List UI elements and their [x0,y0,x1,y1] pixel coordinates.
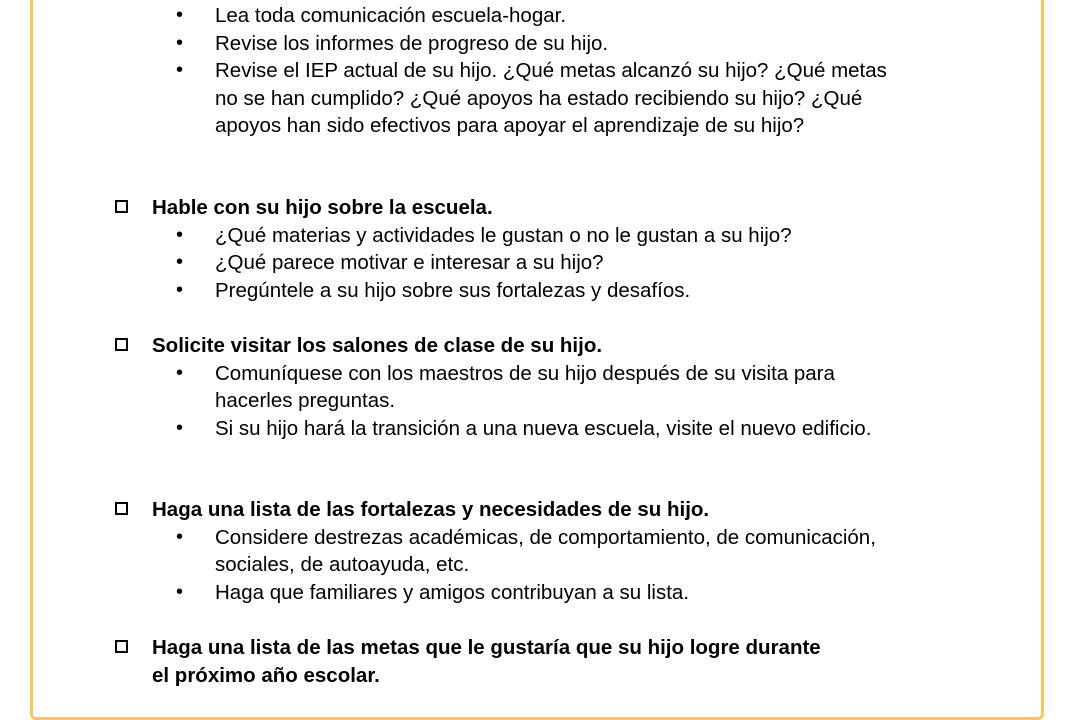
bullet-text: ¿Qué parece motivar e interesar a su hijo? [215,251,604,274]
list-item [0,277,915,305]
checkbox-icon[interactable] [115,338,128,351]
section-heading-text: Solicite visitar los salones de clase de su hijo. [152,334,603,357]
list-item [0,579,915,607]
list-item [0,415,915,443]
bullet-text: Pregúntele a su hijo sobre sus fortalezas y desafíos. [215,278,691,302]
section-heading-text: Haga una lista de las fortalezas y necesidades de su hijo. [152,498,710,521]
bullet-text: Considere destrezas académicas, de comportamiento, de comunicación, sociales, de autoayuda, etc. [215,525,876,576]
list-item [0,249,915,277]
checklist-section [0,634,1080,689]
list-item [0,2,915,30]
list-item [0,360,915,415]
section-bullet-list [0,524,1080,607]
checklist-section [0,496,1080,606]
bullet-icon: • [176,4,184,26]
bullet-icon: • [176,361,184,384]
bullet-text: ¿Qué materias y actividades le gustan o no le gustan a su hijo? [215,223,792,247]
section-heading-text: Haga una lista de las metas que le gustaría que su hijo logre durante el próximo año escolar. [152,636,821,687]
section-heading [0,634,832,689]
section-bullet-list [0,360,1080,443]
bullet-text: Lea toda comunicación escuela-hogar. [215,4,567,27]
bullet-icon: • [176,416,184,439]
bullet-icon: • [176,278,184,301]
bullet-text: Haga que familiares y amigos contribuyan a su lista. [215,580,690,604]
bullet-text: Si su hijo hará la transición a una nueva escuela, visite el nuevo edificio. [215,416,872,440]
section-heading [0,496,1080,524]
bullet-text: Comuníquese con los maestros de su hijo después de su visita para hacerles preguntas. [215,361,835,412]
bullet-icon: • [176,525,184,548]
bullet-text: Revise el IEP actual de su hijo. ¿Qué metas alcanzó su hijo? ¿Qué metas no se han cumplido? ¿Qué apoyos ha estado recibiendo su hijo? ¿Qué apoyos han sido efectivos para apoyar el aprendizaje de su hijo? [215,59,887,137]
section-heading [0,332,1080,360]
list-item [0,524,915,579]
bullet-icon: • [176,31,184,54]
list-item [0,57,915,140]
bullet-text: Revise los informes de progreso de su hijo. [215,31,609,55]
checkbox-icon[interactable] [115,200,128,213]
top-bullet-list [0,2,915,140]
bullet-icon: • [176,223,184,246]
section-heading-text: Hable con su hijo sobre la escuela. [152,196,493,219]
bullet-icon: • [176,59,184,81]
list-item [0,30,915,58]
checklist-section [0,332,1080,442]
section-bullet-list [0,222,1080,305]
bullet-icon: • [176,580,184,603]
section-heading [0,194,1080,222]
bullet-icon: • [176,251,184,273]
checkbox-icon[interactable] [115,502,128,515]
checkbox-icon[interactable] [115,640,128,653]
checklist-section [0,194,1080,304]
list-item [0,222,915,250]
